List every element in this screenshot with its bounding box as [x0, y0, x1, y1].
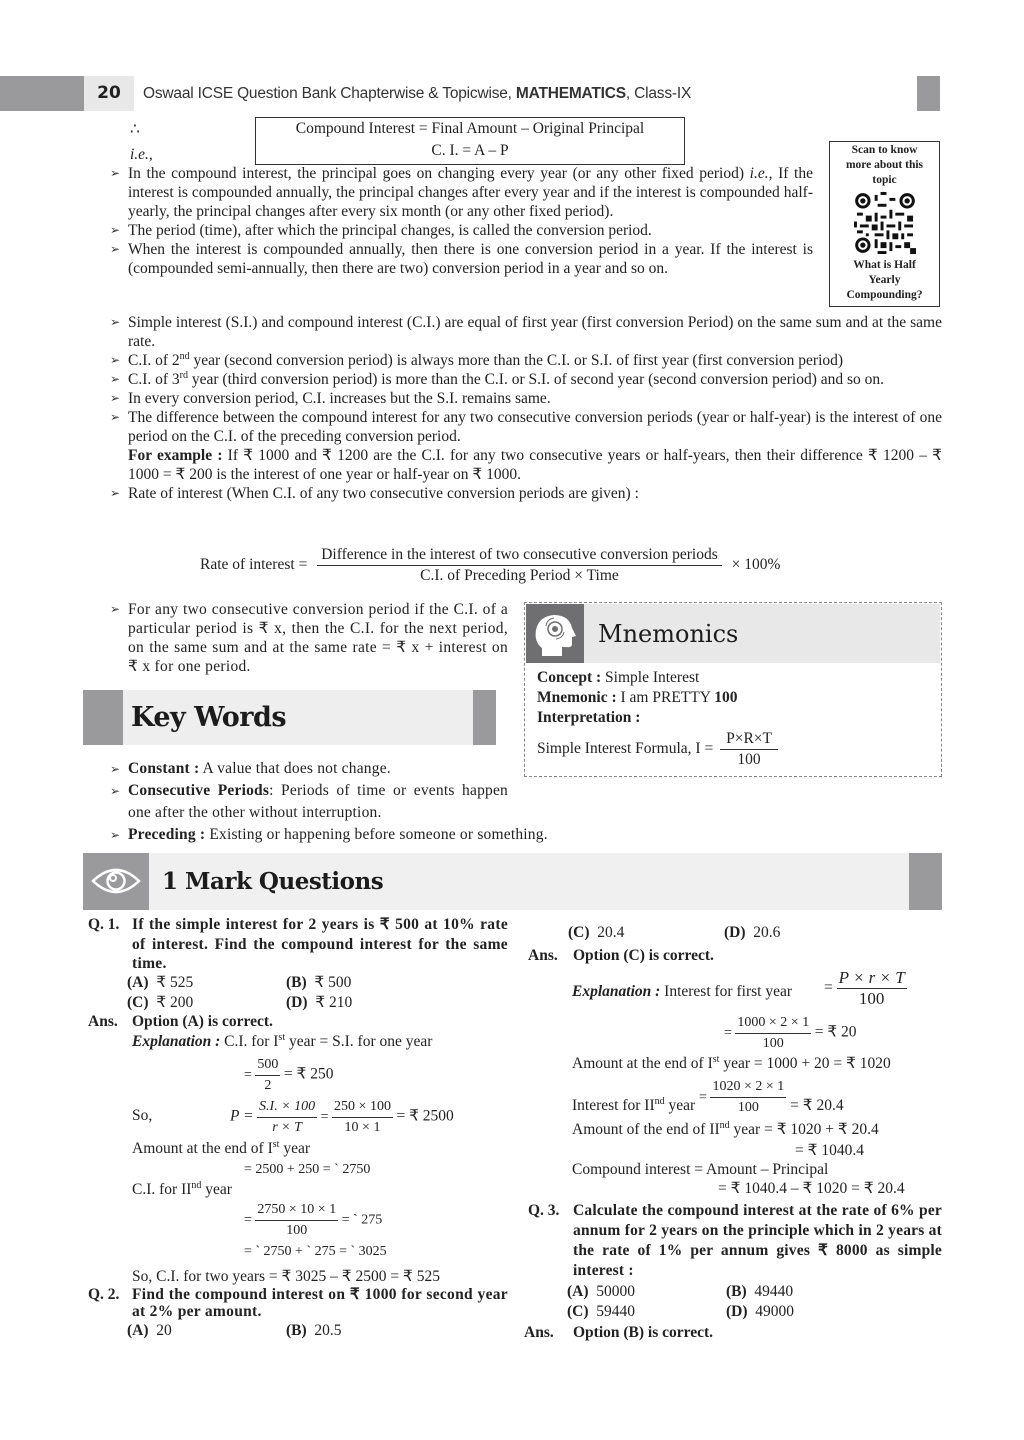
p-fraction-2	[332, 1097, 393, 1138]
si-formula-numerator: P×R×T	[720, 729, 778, 750]
ci3-text: year (third conversion period) is more than the C.I. or S.I. of second year (second conversion period) and so on.	[191, 371, 885, 388]
ci3-prefix: C.I. of 3	[128, 371, 180, 388]
ci-formula-line1: Compound Interest = Final Amount – Original Principal	[295, 120, 645, 137]
p-fraction-1	[257, 1097, 317, 1138]
option-value: ₹ 525	[156, 974, 194, 991]
mnemonics-title: Mnemonics	[598, 620, 739, 648]
q2-interest2: Interest for IInd year = $\frac{1020 \times 2 \times 1}{100}$ = ₹ 20.4	[572, 1077, 844, 1118]
option-key: (A)	[127, 1322, 149, 1339]
header-title-prefix: Oswaal ICSE Question Bank Chapterwise & Topicwise,	[143, 85, 516, 102]
option-key: (C)	[568, 924, 590, 941]
explanation-label: Explanation :	[132, 1033, 221, 1050]
header-title-subject: MATHEMATICS	[515, 85, 626, 102]
q1-ci2-calc: = $\frac{2750 \times 10 \times 1}{100}$ = ` 275	[244, 1200, 382, 1241]
ci-formula-line2: C. I. = A – P	[431, 142, 509, 159]
mnemonics-content	[537, 668, 932, 770]
option-a[interactable]	[127, 1321, 277, 1341]
option-d[interactable]	[286, 993, 436, 1013]
option-key: (B)	[726, 1283, 747, 1300]
option-c[interactable]	[567, 1302, 717, 1322]
key-word-term: Constant :	[128, 760, 200, 777]
p-lhs: P =	[230, 1107, 254, 1125]
int2-result: = ₹ 20.4	[790, 1096, 844, 1114]
q2-explanation: Explanation : Interest for first year = $\frac{P \times r \times T}{100}$	[572, 968, 905, 1008]
fraction-numerator: 1020 × 2 × 1	[710, 1077, 786, 1098]
explanation-label: Explanation :	[572, 983, 661, 1000]
ci2-sup: nd	[179, 351, 190, 362]
q1-final: So, C.I. for two years = ₹ 3025 – ₹ 2500 = ₹ 525	[132, 1268, 440, 1285]
rate-formula-numerator: Difference in the interest of two consecutive conversion periods	[317, 545, 722, 566]
option-value: 59440	[596, 1303, 636, 1320]
answer-text: Option (B) is correct.	[573, 1324, 714, 1341]
fraction-denominator: 100	[762, 1036, 784, 1051]
q1-amount-calc: = 2500 + 250 = ` 2750	[244, 1162, 371, 1177]
q1-step1: = $\frac{500}{2}$ = ₹ 250	[244, 1055, 334, 1096]
mnemonics-head-icon	[526, 604, 584, 663]
explanation-text: Interest for first year	[660, 983, 792, 1000]
q2-f2-fraction	[735, 1013, 811, 1054]
fraction-numerator: P × r × T	[838, 968, 905, 987]
question-text: Calculate the compound interest at the rate of 6% per annum for 2 years on the principle which in 2 years at the rate of 1% per annum gives ₹ 8000 as simple interest :	[573, 1202, 942, 1279]
q2-answer	[528, 946, 714, 966]
rate-formula-denominator: C.I. of Preceding Period × Time	[420, 567, 619, 584]
key-word-term: Preceding :	[128, 826, 206, 843]
bullet-item	[110, 370, 942, 389]
explanation-rest: year = S.I. for one year	[285, 1033, 433, 1050]
rate-of-interest-formula	[200, 545, 900, 586]
option-value: ₹ 200	[156, 994, 194, 1011]
q2-amount1	[572, 1054, 891, 1073]
brain-gear-icon	[526, 604, 584, 663]
option-key: (D)	[724, 924, 746, 941]
ci2-sup: nd	[191, 1180, 202, 1191]
explanation-text: C.I. for I	[220, 1033, 279, 1050]
page-header-title	[143, 76, 691, 111]
option-value: ₹ 210	[315, 994, 353, 1011]
q1-explanation	[132, 1032, 432, 1051]
si-formula-denominator: 100	[737, 751, 761, 768]
header-title-suffix: , Class-IX	[625, 85, 692, 102]
ci2-result: = ` 275	[341, 1212, 383, 1228]
q1-amount-line	[132, 1139, 310, 1158]
option-key: (C)	[127, 994, 149, 1011]
ci3-sup: rd	[179, 370, 189, 381]
amount2-label: Amount of the end of II	[572, 1121, 720, 1138]
fraction-numerator: 1000 × 2 × 1	[735, 1013, 811, 1034]
q1-total-calc: = ` 2750 + ` 275 = ` 3025	[244, 1244, 387, 1259]
amount1-label: Amount at the end of I	[572, 1055, 713, 1072]
ci2-fraction	[255, 1200, 338, 1241]
key-words-right-bar	[473, 690, 496, 745]
eye-icon	[83, 853, 149, 910]
answer-text: Option (C) is correct.	[573, 947, 714, 964]
bullet-list-consecutive	[110, 600, 508, 676]
mnemonic-label: Mnemonic :	[537, 689, 617, 706]
amount-sup: st	[272, 1139, 280, 1150]
option-b[interactable]	[726, 1282, 876, 1302]
rate-formula-lhs: Rate of interest =	[200, 556, 308, 574]
fraction-denominator: r × T	[272, 1120, 302, 1135]
option-key: (A)	[127, 974, 149, 991]
concept-value: Simple Interest	[601, 669, 700, 686]
fraction-denominator: 100	[858, 989, 885, 1008]
option-value: 49000	[755, 1303, 795, 1320]
option-value: 20.5	[314, 1322, 342, 1339]
option-b[interactable]	[286, 973, 436, 993]
bullet-item: ➢ Simple interest (S.I.) and compound interest (C.I.) are equal of first year (first conversion Period) on the same sum and at the same rate.	[110, 313, 942, 351]
bullet-list-main	[110, 313, 942, 503]
option-d[interactable]	[726, 1302, 876, 1322]
interpretation-label: Interpretation :	[537, 709, 641, 726]
bullet-item: ➢ In every conversion period, C.I. increases but the S.I. remains same.	[110, 389, 942, 408]
ci-formula-box	[255, 117, 685, 165]
option-value: 20.6	[753, 924, 781, 941]
bullet-item: ➢ Rate of interest (When C.I. of any two consecutive conversion periods are given) :	[110, 484, 942, 503]
question-text: Find the compound interest on ₹ 1000 for second year at 2% per amount.	[132, 1286, 508, 1320]
q3-answer	[524, 1323, 714, 1343]
qr-code-icon[interactable]	[854, 192, 916, 254]
option-key: (B)	[286, 1322, 307, 1339]
mnemonic-value: I am PRETTY	[616, 689, 715, 706]
q2-amount2	[572, 1120, 879, 1139]
question-1	[88, 915, 508, 974]
q2-step2: = $\frac{1000 \times 2 \times 1}{100}$ = ₹ 20	[724, 1013, 857, 1054]
qr-caption-top: Scan to know more about this topic	[845, 144, 924, 186]
si-formula-fraction	[720, 729, 778, 770]
bullet-item: ➢ In the compound interest, the principal goes on changing every year (or any other fixed period) i.e., If the interest is compounded annually, the principal changes after every year and if the interest is compounded half-yearly, the principal changes after every six month (or any other fixed period).	[110, 164, 813, 221]
answer-label: Ans.	[524, 1324, 554, 1341]
option-c[interactable]	[568, 923, 718, 943]
page-number: 20	[84, 76, 134, 111]
key-word-definition: A value that does not change.	[199, 760, 391, 777]
amount-label: Amount at the end of I	[132, 1140, 273, 1157]
bullet-item	[110, 408, 942, 484]
option-value: 50000	[596, 1283, 636, 1300]
int2-fraction	[710, 1077, 786, 1118]
answer-label: Ans.	[88, 1013, 118, 1030]
so-label: So,	[132, 1107, 153, 1124]
question-text: If the simple interest for 2 years is ₹ 500 at 10% rate of interest. Find the compound interest for the same time.	[132, 916, 508, 972]
p-result: = ₹ 2500	[396, 1107, 454, 1125]
amount2-rest: year = ₹ 1020 + ₹ 20.4	[729, 1121, 879, 1138]
bullet-item: ➢ The period (time), after which the principal changes, is called the conversion period.	[110, 221, 813, 240]
option-key: (D)	[726, 1303, 748, 1320]
header-right-bar	[917, 76, 940, 111]
amount1-sup: st	[712, 1054, 720, 1065]
answer-label: Ans.	[528, 947, 558, 964]
key-words-left-bar	[83, 690, 123, 745]
key-word-definition: : Periods of time or events happen one after the other without interruption.	[128, 782, 508, 821]
example-label: For example :	[128, 447, 223, 464]
question-label: Q. 2.	[88, 1286, 120, 1303]
mnemonic-concept	[537, 668, 932, 688]
option-c[interactable]	[127, 993, 277, 1013]
key-words-title: Key Words	[131, 702, 287, 733]
key-word-item	[110, 824, 630, 846]
question-label: Q. 1.	[88, 916, 120, 933]
q2-ci-result: = ₹ 1040.4 – ₹ 1020 = ₹ 20.4	[718, 1180, 905, 1197]
question-label: Q. 3.	[528, 1202, 560, 1219]
option-value: 49440	[754, 1283, 794, 1300]
option-value: 20.4	[597, 924, 625, 941]
ci2-rest: year	[201, 1181, 232, 1198]
bullet-item	[110, 351, 942, 370]
header-left-bar	[0, 76, 84, 111]
q2-ci-label: Compound interest = Amount – Principal	[572, 1161, 829, 1178]
fraction-numerator: S.I. × 100	[257, 1097, 317, 1118]
option-b[interactable]	[286, 1321, 436, 1341]
qr-caption-bottom: What is Half Yearly Compounding?	[846, 259, 923, 301]
rate-formula-suffix: × 100%	[731, 556, 781, 574]
one-mark-right-bar	[909, 853, 942, 910]
option-key: (C)	[567, 1303, 589, 1320]
option-key: (D)	[286, 994, 308, 1011]
int2-label: Interest for II	[572, 1096, 655, 1114]
question-3	[528, 1201, 942, 1281]
q2-step2-result: = ₹ 20	[814, 1023, 857, 1041]
amount1-rest: year = 1000 + 20 = ₹ 1020	[719, 1055, 891, 1072]
explanation-sup: st	[278, 1032, 286, 1043]
mnemonic-interpretation	[537, 708, 932, 728]
fraction-denominator: 10 × 1	[344, 1120, 381, 1135]
option-key: (B)	[286, 974, 307, 991]
concept-label: Concept :	[537, 669, 602, 686]
question-2	[88, 1286, 508, 1320]
ci2-label: C.I. for II	[132, 1181, 192, 1198]
q1-step1-result: = ₹ 250	[283, 1065, 334, 1083]
amount-rest: year	[279, 1140, 310, 1157]
q1-step1-fraction	[255, 1055, 280, 1096]
option-a[interactable]	[567, 1282, 717, 1302]
simple-interest-formula	[537, 729, 932, 770]
fraction-denominator: 2	[264, 1078, 272, 1093]
ci2-text: year (second conversion period) is always more than the C.I. or S.I. of first year (first conversion period)	[193, 352, 844, 369]
key-word-item	[110, 758, 508, 780]
therefore-symbol: ∴	[130, 121, 140, 138]
key-words-list	[110, 758, 548, 846]
answer-text: Option (A) is correct.	[132, 1013, 273, 1030]
one-mark-title: 1 Mark Questions	[162, 868, 384, 895]
option-a[interactable]	[127, 973, 277, 993]
rate-formula-fraction	[317, 545, 722, 586]
bullet-item: ➢ When the interest is compounded annually, then there is one conversion period in a year. If the interest is (compounded semi-annually, then there are two) conversion period in a year and so on.	[110, 240, 813, 278]
fraction-numerator: 2750 × 10 × 1	[255, 1200, 338, 1221]
key-word-term: Consecutive Periods	[128, 782, 270, 799]
bullet-list-top	[110, 164, 813, 278]
qr-code-box[interactable]	[829, 141, 940, 307]
int2-sup: nd	[654, 1095, 665, 1107]
fraction-denominator: 100	[737, 1100, 759, 1115]
fraction-numerator: 250 × 100	[332, 1097, 393, 1118]
difference-text: The difference between the compound interest for any two consecutive conversion periods (year or half-year) is the interest of one period on the C.I. of the preceding conversion period.	[128, 409, 942, 445]
ci2-prefix: C.I. of 2	[128, 352, 180, 369]
q1-ci2-line	[132, 1180, 232, 1199]
mnemonic-phrase	[537, 688, 932, 708]
int2-rest: year	[664, 1096, 696, 1114]
option-d[interactable]	[724, 923, 874, 943]
amount2-sup: nd	[719, 1120, 730, 1131]
fraction-numerator: 500	[255, 1055, 280, 1076]
key-word-item	[110, 780, 508, 824]
ie-label: i.e.,	[130, 146, 153, 163]
one-mark-left-bar	[83, 853, 149, 910]
example-text: If ₹ 1000 and ₹ 1200 are the C.I. for any two consecutive years or half-years, then their difference ₹ 1200 – ₹ 1000 = ₹ 200 is the interest of one year or half-year on ₹ 1000.	[128, 447, 942, 483]
option-value: ₹ 500	[314, 974, 352, 991]
si-formula-lhs: Simple Interest Formula, I =	[537, 740, 714, 758]
q1-principal-formula: P = $\frac{S.I. \times 100}{r \times T}$ = $\frac{250 \times 100}{10 \times 1}$ = ₹ 2500	[230, 1097, 454, 1138]
key-word-definition: Existing or happening before someone or something.	[205, 826, 548, 843]
q1-answer	[88, 1012, 273, 1032]
q2-f1-fraction	[837, 968, 907, 1009]
q2-amount2-result: = ₹ 1040.4	[795, 1142, 864, 1159]
mnemonic-bold: 100	[714, 689, 738, 706]
bullet-item: ➢ For any two consecutive conversion period if the C.I. of a particular period is ₹ x, then the C.I. for the next period, on the same sum and at the same rate = ₹ x + interest on ₹ x for one period.	[110, 600, 508, 676]
fraction-denominator: 100	[286, 1223, 308, 1238]
option-value: 20	[156, 1322, 172, 1339]
option-key: (A)	[567, 1283, 589, 1300]
